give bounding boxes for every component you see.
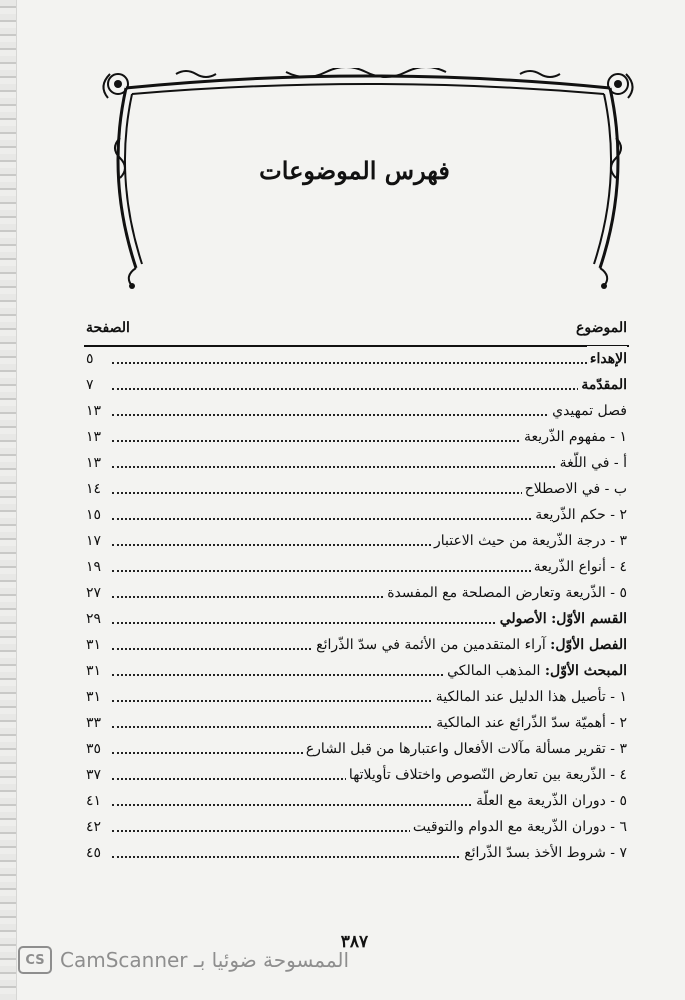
toc-row bbox=[86, 788, 627, 814]
toc-list bbox=[86, 346, 627, 866]
toc-row bbox=[86, 632, 627, 658]
toc-entry bbox=[431, 528, 627, 554]
toc-entry-text: ب - في الاصطلاح bbox=[524, 481, 627, 497]
toc-page-number: ٣٣ bbox=[86, 715, 102, 731]
toc-page-number: ٣١ bbox=[86, 663, 102, 679]
toc-row bbox=[86, 736, 627, 762]
toc-entry bbox=[521, 424, 627, 450]
toc-row bbox=[86, 346, 627, 372]
toc-page-number: ٣٧ bbox=[86, 767, 102, 783]
page-title: فهرس الموضوعات bbox=[259, 156, 450, 185]
toc-entry-text: ٢ - أهميّة سدّ الذّرائع عند المالكية bbox=[436, 715, 627, 731]
watermark-text: CamScanner الممسوحة ضوئيا بـ bbox=[60, 948, 350, 972]
toc-page-number: ٢٩ bbox=[86, 611, 102, 627]
toc-entry-text: الأصولي bbox=[499, 611, 547, 627]
toc-entry-text: ٥ - دوران الذّريعة مع العلّة bbox=[476, 793, 627, 809]
toc-entry bbox=[433, 684, 627, 710]
toc-page-number: ١٥ bbox=[86, 507, 102, 523]
toc-page-number: ٧ bbox=[86, 377, 94, 393]
toc-page-number: ٢٧ bbox=[86, 585, 102, 601]
toc-entry bbox=[549, 398, 627, 424]
toc-row bbox=[86, 450, 627, 476]
toc-entry-text: فصل تمهيدي bbox=[552, 403, 627, 419]
toc-page-number: ٤٢ bbox=[86, 819, 102, 835]
toc-entry bbox=[497, 606, 627, 632]
toc-entry bbox=[410, 814, 627, 840]
toc-entry-text: آراء المتقدمين من الأئمة في سدّ الذّرائع bbox=[316, 637, 546, 653]
toc-page-number: ١٣ bbox=[86, 429, 102, 445]
toc-page-number: ١٩ bbox=[86, 559, 102, 575]
dot-leader bbox=[112, 466, 627, 468]
toc-entry-text: ٦ - دوران الذّريعة مع الدوام والتوقيت bbox=[412, 819, 627, 835]
column-header bbox=[86, 320, 627, 342]
toc-row bbox=[86, 658, 627, 684]
toc-entry bbox=[346, 762, 627, 788]
toc-entry bbox=[473, 788, 627, 814]
toc-entry bbox=[313, 632, 627, 658]
toc-entry-text: ٥ - الذّريعة وتعارض المصلحة مع المفسدة bbox=[387, 585, 627, 601]
toc-row bbox=[86, 476, 627, 502]
toc-entry-text: ١ - مفهوم الذّريعة bbox=[524, 429, 627, 445]
toc-row bbox=[86, 372, 627, 398]
toc-row bbox=[86, 502, 627, 528]
toc-row bbox=[86, 814, 627, 840]
toc-entry bbox=[444, 658, 627, 684]
dot-leader bbox=[112, 388, 627, 390]
toc-page-number: ٣١ bbox=[86, 689, 102, 705]
toc-page-number: ١٤ bbox=[86, 481, 102, 497]
toc-page-number: ١٧ bbox=[86, 533, 102, 549]
topic-column-header: الموضوع bbox=[576, 320, 627, 336]
dot-leader bbox=[112, 362, 627, 364]
toc-row bbox=[86, 424, 627, 450]
toc-row bbox=[86, 840, 627, 866]
toc-page-number: ١٣ bbox=[86, 455, 102, 471]
toc-entry-text: ٣ - درجة الذّريعة من حيث الاعتبار bbox=[433, 533, 627, 549]
toc-page-number: ٤١ bbox=[86, 793, 102, 809]
toc-page-number: ١٣ bbox=[86, 403, 102, 419]
toc-entry bbox=[532, 502, 627, 528]
toc-entry-text: أ - في اللّغة bbox=[559, 455, 627, 471]
page-number: ٣٨٧ bbox=[340, 932, 369, 952]
toc-entry bbox=[587, 346, 627, 372]
toc-entry-label: القسم الأوّل: bbox=[551, 611, 627, 627]
camscanner-watermark bbox=[18, 946, 349, 974]
toc-entry bbox=[303, 736, 627, 762]
toc-entry-text: المذهب المالكي bbox=[447, 663, 541, 679]
toc-row bbox=[86, 762, 627, 788]
toc-entry-text: الإهداء bbox=[589, 351, 627, 367]
toc-page-number: ٤٥ bbox=[86, 845, 102, 861]
toc-page-number: ٥ bbox=[86, 351, 94, 367]
toc-entry-text: ١ - تأصيل هذا الدليل عند المالكية bbox=[435, 689, 627, 705]
book-page bbox=[24, 0, 685, 1000]
toc-entry bbox=[461, 840, 627, 866]
toc-page-number: ٣٥ bbox=[86, 741, 102, 757]
toc-entry bbox=[557, 450, 627, 476]
toc-row bbox=[86, 528, 627, 554]
toc-entry-label: الفصل الأوّل: bbox=[550, 637, 627, 653]
toc-row bbox=[86, 554, 627, 580]
toc-entry bbox=[578, 372, 627, 398]
toc-row bbox=[86, 398, 627, 424]
toc-row bbox=[86, 580, 627, 606]
toc-entry-text: ٤ - أنواع الذّريعة bbox=[533, 559, 627, 575]
toc-entry bbox=[384, 580, 627, 606]
toc-entry bbox=[531, 554, 627, 580]
toc-row bbox=[86, 606, 627, 632]
toc-entry-text: ٤ - الذّريعة بين تعارض النّصوص واختلاف تأويلاتها bbox=[348, 767, 627, 783]
toc-row bbox=[86, 684, 627, 710]
toc-entry-label: المبحث الأوّل: bbox=[544, 663, 627, 679]
toc-entry bbox=[433, 710, 627, 736]
toc-entry-text: ٣ - تقرير مسألة مآلات الأفعال واعتبارها من قبل الشارع bbox=[305, 741, 627, 757]
toc-entry-text: ٢ - حكم الذّريعة bbox=[535, 507, 627, 523]
toc-entry-text: المقدّمة bbox=[581, 377, 627, 393]
camscanner-logo-icon: CS bbox=[18, 946, 52, 974]
toc-entry bbox=[522, 476, 627, 502]
toc-entry-text: ٧ - شروط الأخذ بسدّ الذّرائع bbox=[464, 845, 627, 861]
spiral-binding bbox=[0, 0, 17, 1000]
page-column-header: الصفحة bbox=[86, 320, 130, 336]
toc-row bbox=[86, 710, 627, 736]
toc-page-number: ٣١ bbox=[86, 637, 102, 653]
